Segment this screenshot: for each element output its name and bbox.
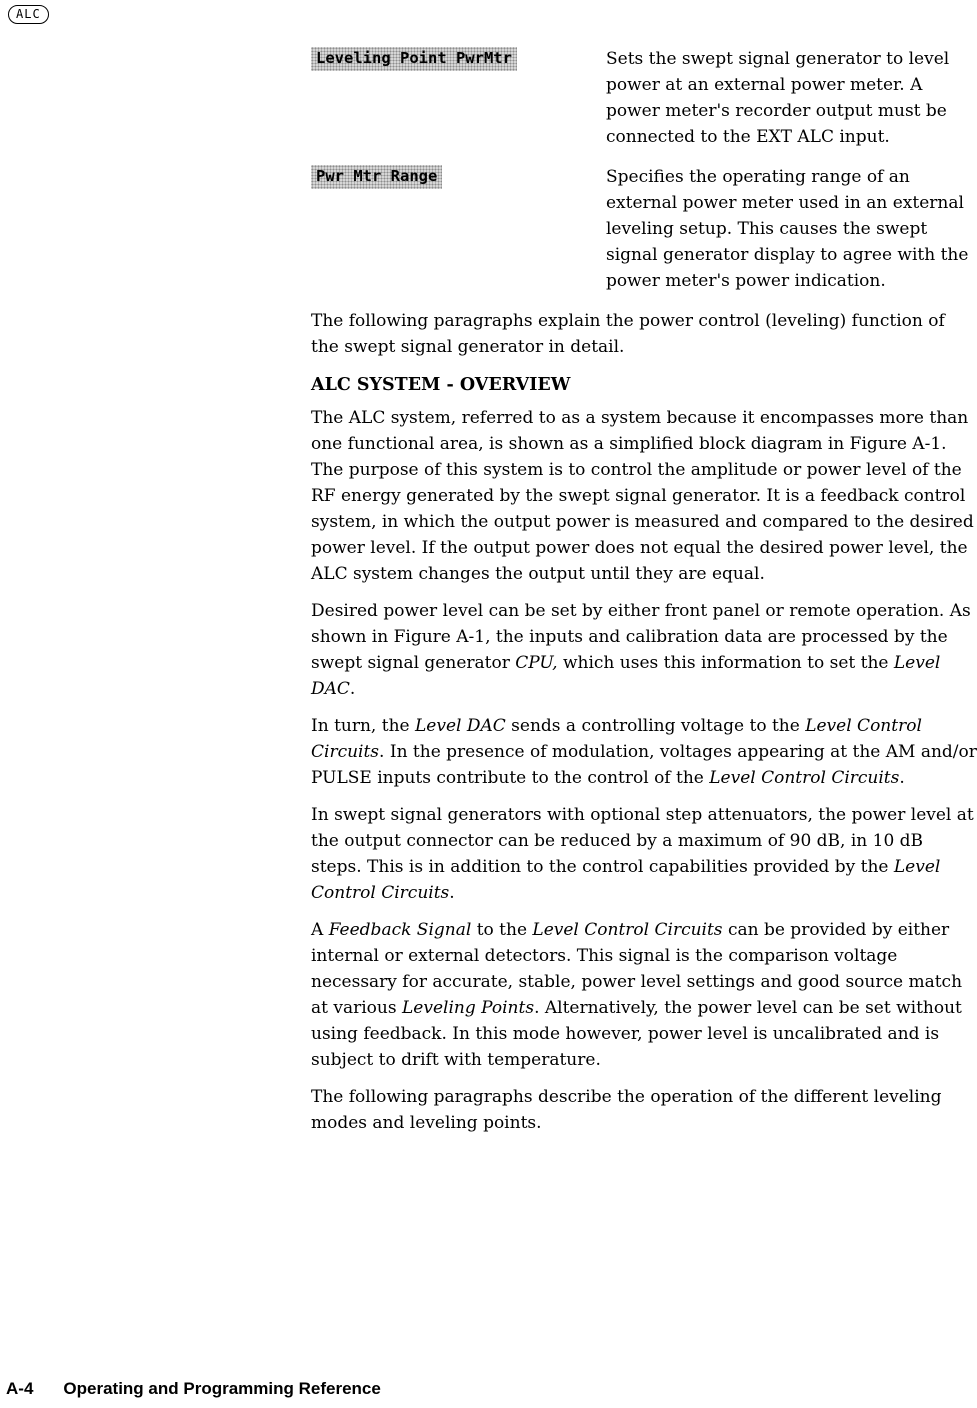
body-paragraph bbox=[311, 917, 977, 1073]
text-run: A bbox=[311, 920, 329, 940]
text-run: . bbox=[899, 768, 905, 788]
text-run: Desired power level can be set by either front panel or remote operation. As shown in Figure A-1, the inputs and calibration data are processed by the swept signal generator bbox=[311, 601, 971, 673]
text-run: . In the presence of modulation, voltages appearing at the AM and/or PULSE inputs contribute to the control of the bbox=[311, 742, 977, 788]
term-column bbox=[311, 164, 606, 294]
text-run: The ALC system, referred to as a system because it encompasses more than one functional area, is shown as a simplified block diagram in Figure A-1. The purpose of this system is to control the amplitude or power level of the RF energy generated by the swept signal generator. It is a feedback control system, in which the output power is measured and compared to the desired power level. If the output power does not equal the desired power level, the ALC system changes the output until they are equal. bbox=[311, 408, 974, 584]
footer-title: Operating and Programming Reference bbox=[63, 1379, 381, 1398]
emphasized-term: Level Control Circuits bbox=[532, 920, 723, 940]
section-tab: ALC bbox=[8, 5, 49, 24]
emphasized-term: Level DAC bbox=[414, 716, 506, 736]
definition-row bbox=[311, 164, 977, 294]
section-heading: ALC SYSTEM - OVERVIEW bbox=[311, 375, 571, 395]
body-paragraph bbox=[311, 713, 977, 791]
text-run: The following paragraphs describe the operation of the different leveling modes and leveling points. bbox=[311, 1087, 942, 1133]
emphasized-term: CPU, bbox=[515, 653, 558, 673]
emphasized-term: Level Control Circuits bbox=[709, 768, 900, 788]
text-run: which uses this information to set the bbox=[557, 653, 894, 673]
body-paragraph bbox=[311, 598, 977, 702]
definition-list bbox=[311, 46, 977, 294]
text-run: can be provided by either internal or external detectors. This signal is the comparison voltage necessary for accurate, stable, power level settings and good source match at various bbox=[311, 920, 963, 1018]
text-run: . Alternatively, the power level can be set without using feedback. In this mode however, power level is uncalibrated and is subject to drift with temperature. bbox=[311, 998, 962, 1070]
term-description: Specifies the operating range of an external power meter used in an external leveling setup. This causes the swept signal generator display to agree with the power meter's power indication. bbox=[606, 167, 969, 291]
softkey-term: Pwr Mtr Range bbox=[311, 165, 442, 189]
emphasized-term: Feedback Signal bbox=[328, 920, 472, 940]
page-number: A-4 bbox=[6, 1379, 34, 1398]
text-run: sends a controlling voltage to the bbox=[505, 716, 806, 736]
body-paragraph bbox=[311, 1084, 977, 1136]
text-run: to the bbox=[471, 920, 533, 940]
intro-paragraph: The following paragraphs explain the power control (leveling) function of the swept signal generator in detail. bbox=[311, 311, 945, 357]
page-content bbox=[311, 46, 977, 1147]
term-description: Sets the swept signal generator to level power at an external power meter. A power meter's recorder output must be connected to the EXT ALC input. bbox=[606, 49, 950, 147]
emphasized-term: Leveling Points bbox=[402, 998, 535, 1018]
emphasized-term: Level Control Circuits bbox=[311, 857, 941, 903]
body-paragraph bbox=[311, 405, 977, 587]
body-paragraph bbox=[311, 802, 977, 906]
definition-row bbox=[311, 46, 977, 150]
softkey-term: Leveling Point PwrMtr bbox=[311, 47, 517, 71]
emphasized-term: Level DAC bbox=[311, 653, 941, 699]
emphasized-term: Level Control Circuits bbox=[311, 716, 922, 762]
text-run: In turn, the bbox=[311, 716, 415, 736]
text-run: In swept signal generators with optional step attenuators, the power level at the output connector can be reduced by a maximum of 90 dB, in 10 dB steps. This is in addition to the control capabilities provided by the bbox=[311, 805, 974, 877]
text-run: . bbox=[349, 679, 356, 699]
page-footer bbox=[6, 1379, 381, 1399]
term-column bbox=[311, 46, 606, 150]
text-run: . bbox=[449, 883, 455, 903]
